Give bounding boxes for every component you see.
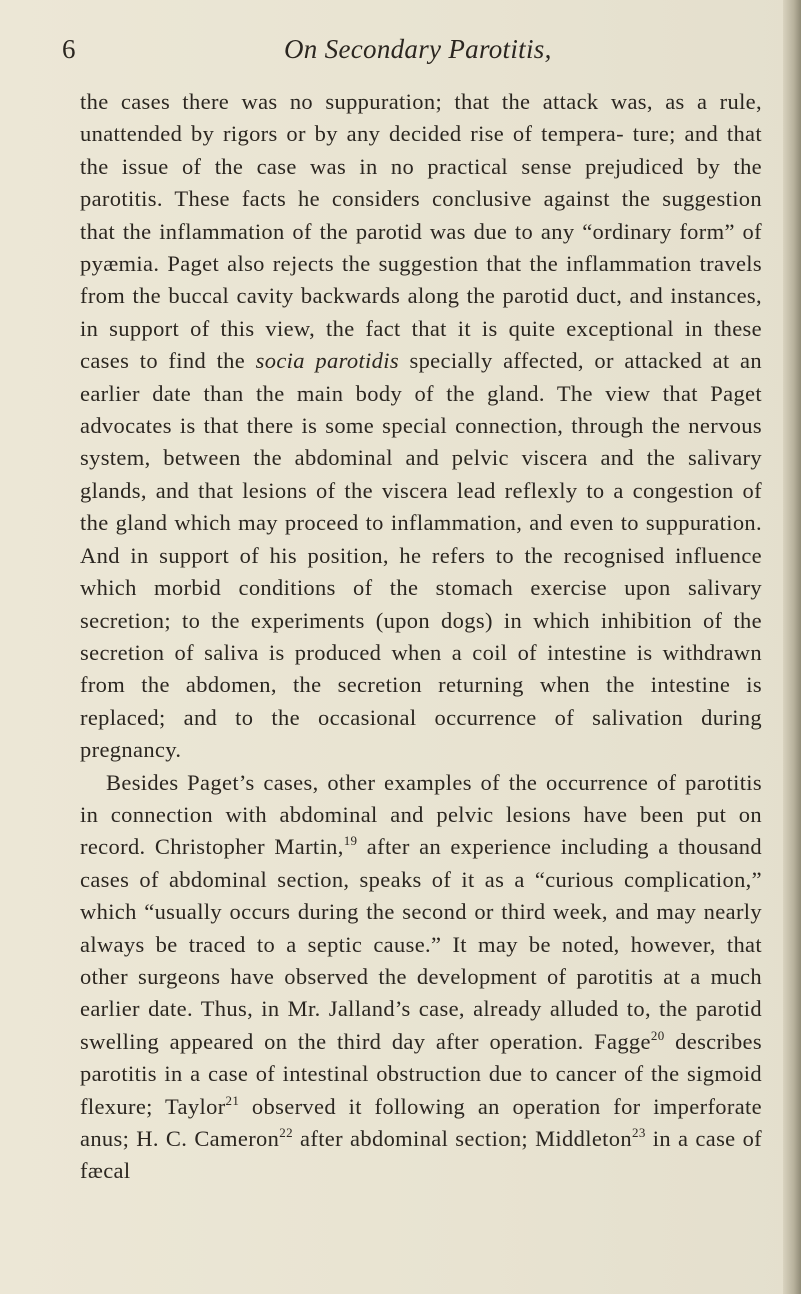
text-run: describes parotitis in a case of intestinal obstruction due to cancer of the sigmoid flexure; Taylor (80, 1028, 762, 1119)
page-number: 6 (62, 34, 76, 64)
italic-term: socia parotidis (255, 348, 399, 374)
footnote-ref: 23 (631, 1125, 646, 1140)
page-header (62, 34, 752, 74)
text-run: the cases there was no suppuration; that the attack was, as a rule, unattended by rigors or by any decided rise of tempera- ture; and that the issue of the case was in no practical sense prejudiced by the parotitis. These facts he considers conclusive against the suggestion that the inflammation of the parotid was due to any “ordinary form” of pyæmia. Paget also rejects the suggestion that the inflammation travels from the buccal cavity backwards along the parotid duct, and instances, in support of this view, the fact that it is quite exceptional in these cases to find the (80, 89, 762, 374)
text-run: Besides Paget’s cases, other examples of the occurrence of parotitis in connection with abdominal and pelvic lesions have been put on record. Christopher Martin, (80, 769, 762, 860)
paragraph (80, 767, 762, 1188)
running-title: On Secondary Parotitis, (284, 34, 552, 64)
page-edge-shadow (783, 0, 801, 1294)
text-run: in a case of fæcal (80, 1126, 763, 1184)
body-text (80, 86, 762, 1188)
footnote-ref: 21 (225, 1092, 240, 1108)
text-run: after an experience including a thousand cases of abdominal section, speaks of it as a “curious complication,” which “usually occurs during the second or third week, and may nearly always be traced to a septic cause.” It may be noted, however, that other surgeons have observed the development of parotitis at a much earlier date. Thus, in Mr. Jalland’s case, already alluded to, the parotid swelling appeared on the third day after operation. Fagge (80, 834, 762, 1054)
footnote-ref: 22 (279, 1125, 293, 1140)
footnote-ref: 19 (343, 833, 358, 849)
text-run: specially affected, or attacked at an earlier date than the main body of the gland. The view that Paget advocates is that there is some special connection, through the nervous system, between the abdominal and pelvic viscera and the salivary glands, and that lesions of the viscera lead reflexly to a congestion of the gland which may proceed to inflammation, and even to suppuration. And in support of his position, he refers to the recognised influence which morbid conditions of the stomach exercise upon salivary secretion; to the experiments (upon dogs) in which inhibition of the secretion of saliva is produced when a coil of intestine is withdrawn from the abdomen, the secretion returning when the intestine is replaced; and to the occasional occurrence of salivation during pregnancy. (80, 348, 762, 763)
footnote-ref: 20 (650, 1027, 665, 1043)
paragraph (80, 86, 762, 767)
text-run: after abdominal section; Middleton (292, 1126, 632, 1151)
text-run: observed it following an operation for imperforate anus; H. C. Cameron (80, 1093, 762, 1151)
